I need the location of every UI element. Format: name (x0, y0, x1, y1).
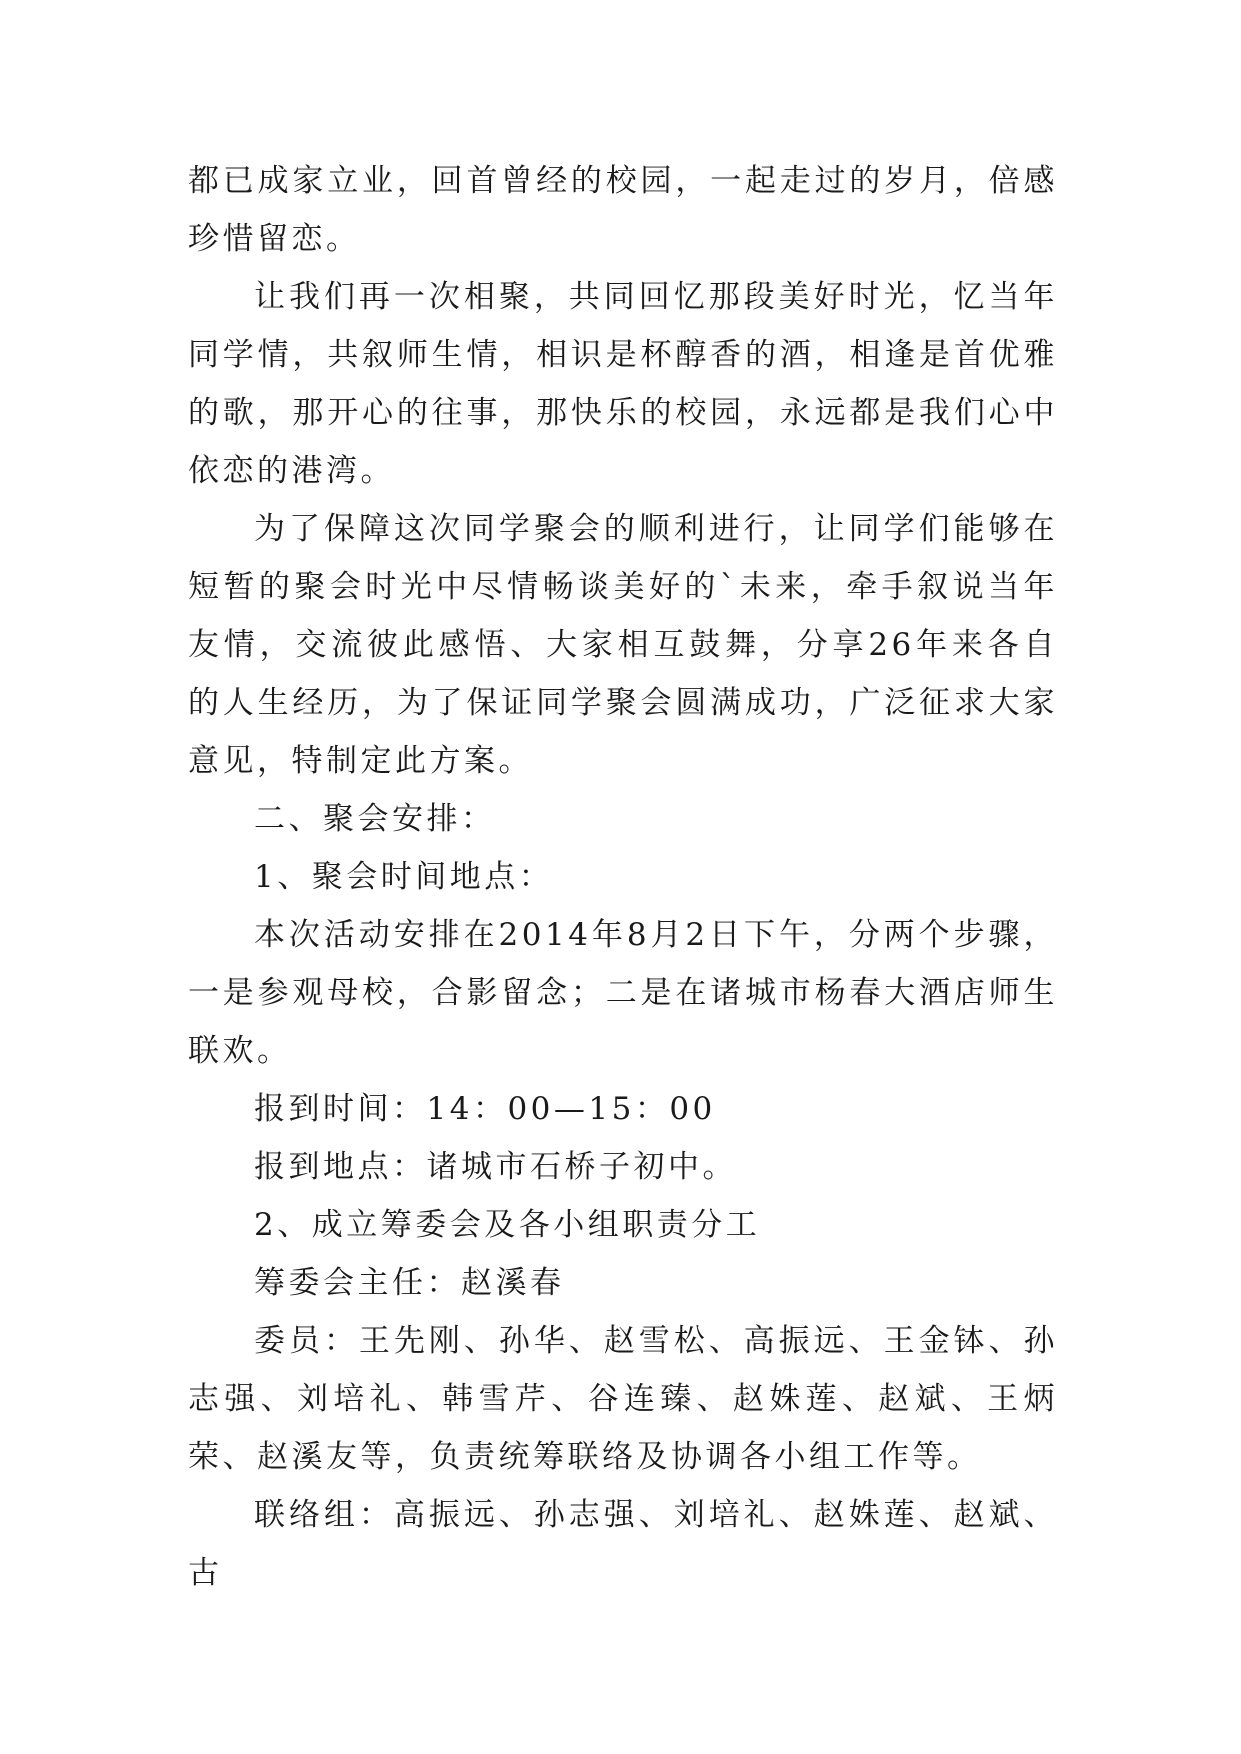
subheading-committee: 2、成立筹委会及各小组职责分工 (254, 1207, 761, 1243)
paragraph-reunion-intro: 让我们再一次相聚，共同回忆那段美好时光，忆当年同学情，共叙师生情，相识是杯醇香的酒，相逢是首优雅的歌，那开心的往事，那快乐的校园，永远都是我们心中依恋的港湾。 (188, 279, 1058, 489)
committee-members: 委员：王先刚、孙华、赵雪松、高振远、王金钵、孙志强、刘培礼、韩雪芹、谷连臻、赵姝莲、赵斌、王炳荣、赵溪友等，负责统筹联络及协调各小组工作等。 (188, 1323, 1058, 1475)
document-body (188, 152, 1058, 1602)
checkin-location: 报到地点：诸城市石桥子初中。 (254, 1149, 737, 1185)
subheading-time-place: 1、聚会时间地点： (254, 859, 554, 895)
liaison-group: 联络组：高振远、孙志强、刘培礼、赵姝莲、赵斌、古 (188, 1497, 1058, 1591)
paragraph-schedule: 本次活动安排在2014年8月2日下午，分两个步骤，一是参观母校，合影留念；二是在诸城市杨春大酒店师生联欢。 (188, 917, 1058, 1069)
paragraph-continuation: 都已成家立业，回首曾经的校园，一起走过的岁月，倍感珍惜留恋。 (188, 163, 1058, 257)
paragraph-plan-purpose: 为了保障这次同学聚会的顺利进行，让同学们能够在短暂的聚会时光中尽情畅谈美好的`未来，牵手叙说当年友情，交流彼此感悟、大家相互鼓舞，分享26年来各自的人生经历，为了保证同学聚会圆满成功，广泛征求大家意见，特制定此方案。 (188, 511, 1058, 779)
section-heading-arrangements: 二、聚会安排： (254, 801, 496, 837)
committee-director: 筹委会主任：赵溪春 (254, 1265, 565, 1301)
checkin-time: 报到时间：14：00—15：00 (254, 1091, 716, 1127)
